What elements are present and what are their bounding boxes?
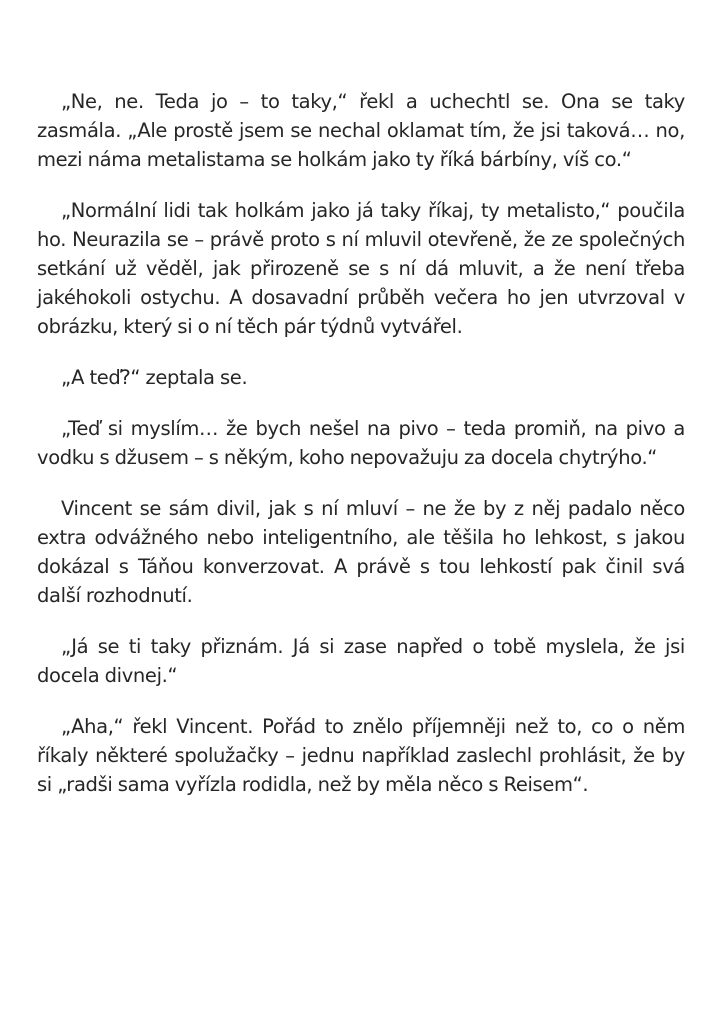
paragraph: „A teď?“ zeptala se. — [61, 366, 248, 389]
paragraph: „Aha,“ řekl Vincent. Pořád to znělo příjemněji než to, co o něm říkaly některé spolužačky – jednu například zaslechl prohlásit, že by si „radši sama vyřízla rodidla, než by měla něco s Reisem“. — [37, 715, 685, 796]
paragraph: Vincent se sám divil, jak s ní mluví – ne že by z něj padalo něco extra odvážného nebo inteligentního, ale těšila ho lehkost, s jakou dokázal s Táňou konverzovat. A právě s tou lehkostí pak činil svá další rozhodnutí. — [37, 497, 685, 607]
paragraph: „Já se ti taky přiznám. Já si zase napřed o tobě myslela, že jsi docela divnej.“ — [37, 635, 685, 687]
paragraph: „Ne, ne. Teda jo – to taky,“ řekl a uchechtl se. Ona se taky zasmála. „Ale prostě jsem se nechal oklamat tím, že jsi taková… no, mezi náma metalistama se holkám jako ty říká bárbíny, víš co.“ — [37, 90, 685, 171]
paragraph: „Normální lidi tak holkám jako já taky říkaj, ty metalisto,“ poučila ho. Neurazila se – právě proto s ní mluvil otevřeně, že ze společných setkání už věděl, jak přirozeně se s ní dá mluvit, a že není třeba jakéhokoli ostychu. A dosavadní průběh večera ho jen utvrzoval v obrázku, který si o ní těch pár týdnů vytvářel. — [37, 199, 685, 338]
page-body — [37, 87, 685, 799]
paragraph: „Teď si myslím… že bych nešel na pivo – teda promiň, na pivo a vodku s džusem – s někým, koho nepovažuju za docela chytrýho.“ — [37, 417, 685, 469]
